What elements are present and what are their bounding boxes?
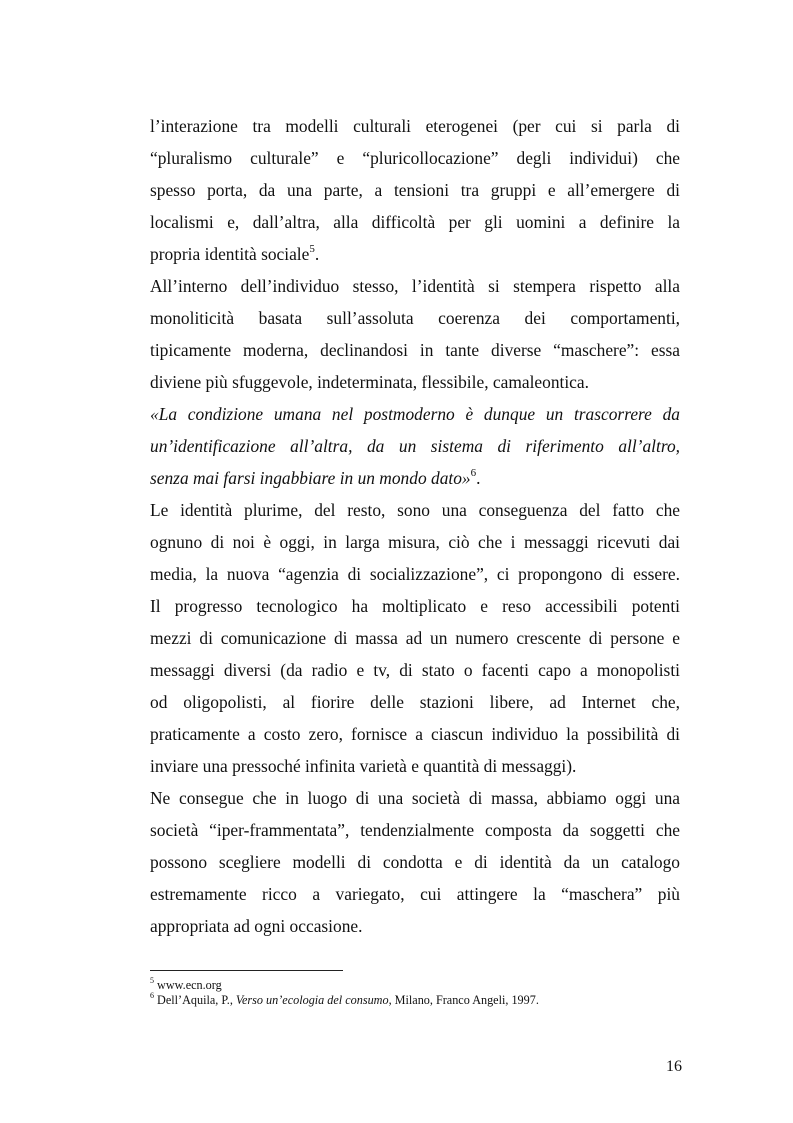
text-fragment: propria identità sociale <box>150 244 310 264</box>
footnote-number: 6 <box>150 990 154 1000</box>
text-line: praticamente a costo zero, fornisce a ciascun individuo la possibilità di <box>150 724 680 744</box>
footnote-text[interactable]: www.ecn.org <box>157 978 222 992</box>
footnote-title: Verso un’ecologia del consumo <box>235 993 389 1007</box>
quote-line: «La condizione umana nel postmoderno è dunque un trascorrere da <box>150 404 680 424</box>
footnote-separator <box>150 970 343 971</box>
text-line: monoliticità basata sull’assoluta coerenza dei comportamenti, <box>150 308 680 328</box>
text-line: mezzi di comunicazione di massa ad un numero crescente di persone e <box>150 628 680 648</box>
footnote-reference[interactable]: 6 <box>470 467 477 480</box>
text-line: estremamente ricco a variegato, cui attingere la “maschera” più <box>150 884 680 904</box>
footnote-6 <box>150 990 690 1008</box>
text-line: appropriata ad ogni occasione. <box>150 916 363 936</box>
text-fragment: senza mai farsi ingabbiare in un mondo dato» <box>150 468 471 488</box>
footnote-publication: , Milano, Franco Angeli, 1997. <box>388 993 539 1007</box>
quote-line <box>150 462 680 494</box>
text-line: tipicamente moderna, declinandosi in tante diverse “maschere”: essa <box>150 340 680 360</box>
text-line: Ne consegue che in luogo di una società di massa, abbiamo oggi una <box>150 788 680 808</box>
page-number: 16 <box>666 1058 682 1075</box>
end-punctuation: . <box>314 244 320 264</box>
text-line: “pluralismo culturale” e “pluricollocazione” degli individui) che <box>150 148 680 168</box>
text-line: società “iper-frammentata”, tendenzialmente composta da soggetti che <box>150 820 680 840</box>
text-line: possono scegliere modelli di condotta e di identità da un catalogo <box>150 852 680 872</box>
footnotes <box>150 975 690 1008</box>
text-line: diviene più sfuggevole, indeterminata, flessibile, camaleontica. <box>150 372 589 392</box>
footnote-5 <box>150 975 690 993</box>
text-line: messaggi diversi (da radio e tv, di stato o facenti capo a monopolisti <box>150 660 680 680</box>
text-line: Le identità plurime, del resto, sono una conseguenza del fatto che <box>150 500 680 520</box>
text-line: localismi e, dall’altra, alla difficoltà per gli uomini a definire la <box>150 212 680 232</box>
text-line: ognuno di noi è oggi, in larga misura, ciò che i messaggi ricevuti dai <box>150 532 680 552</box>
footnote-reference[interactable]: 5 <box>309 243 315 256</box>
text-line: Il progresso tecnologico ha moltiplicato e reso accessibili potenti <box>150 596 680 616</box>
end-punctuation: . <box>476 468 481 488</box>
text-line: spesso porta, da una parte, a tensioni tra gruppi e all’emergere di <box>150 180 680 200</box>
text-line <box>150 238 680 270</box>
body-text <box>150 110 680 942</box>
text-line: l’interazione tra modelli culturali eterogenei (per cui si parla di <box>150 116 680 136</box>
text-line: All’interno dell’individuo stesso, l’identità si stempera rispetto alla <box>150 276 680 296</box>
text-line: od oligopolisti, al fiorire delle stazioni libere, ad Internet che, <box>150 692 680 712</box>
footnote-author: Dell’Aquila, P., <box>157 993 236 1007</box>
footnote-number: 5 <box>150 975 154 985</box>
quote-line: un’identificazione all’altra, da un sistema di riferimento all’altro, <box>150 436 680 456</box>
text-line: inviare una pressoché infinita varietà e quantità di messaggi). <box>150 756 577 776</box>
text-line: media, la nuova “agenzia di socializzazione”, ci propongono di essere. <box>150 564 680 584</box>
